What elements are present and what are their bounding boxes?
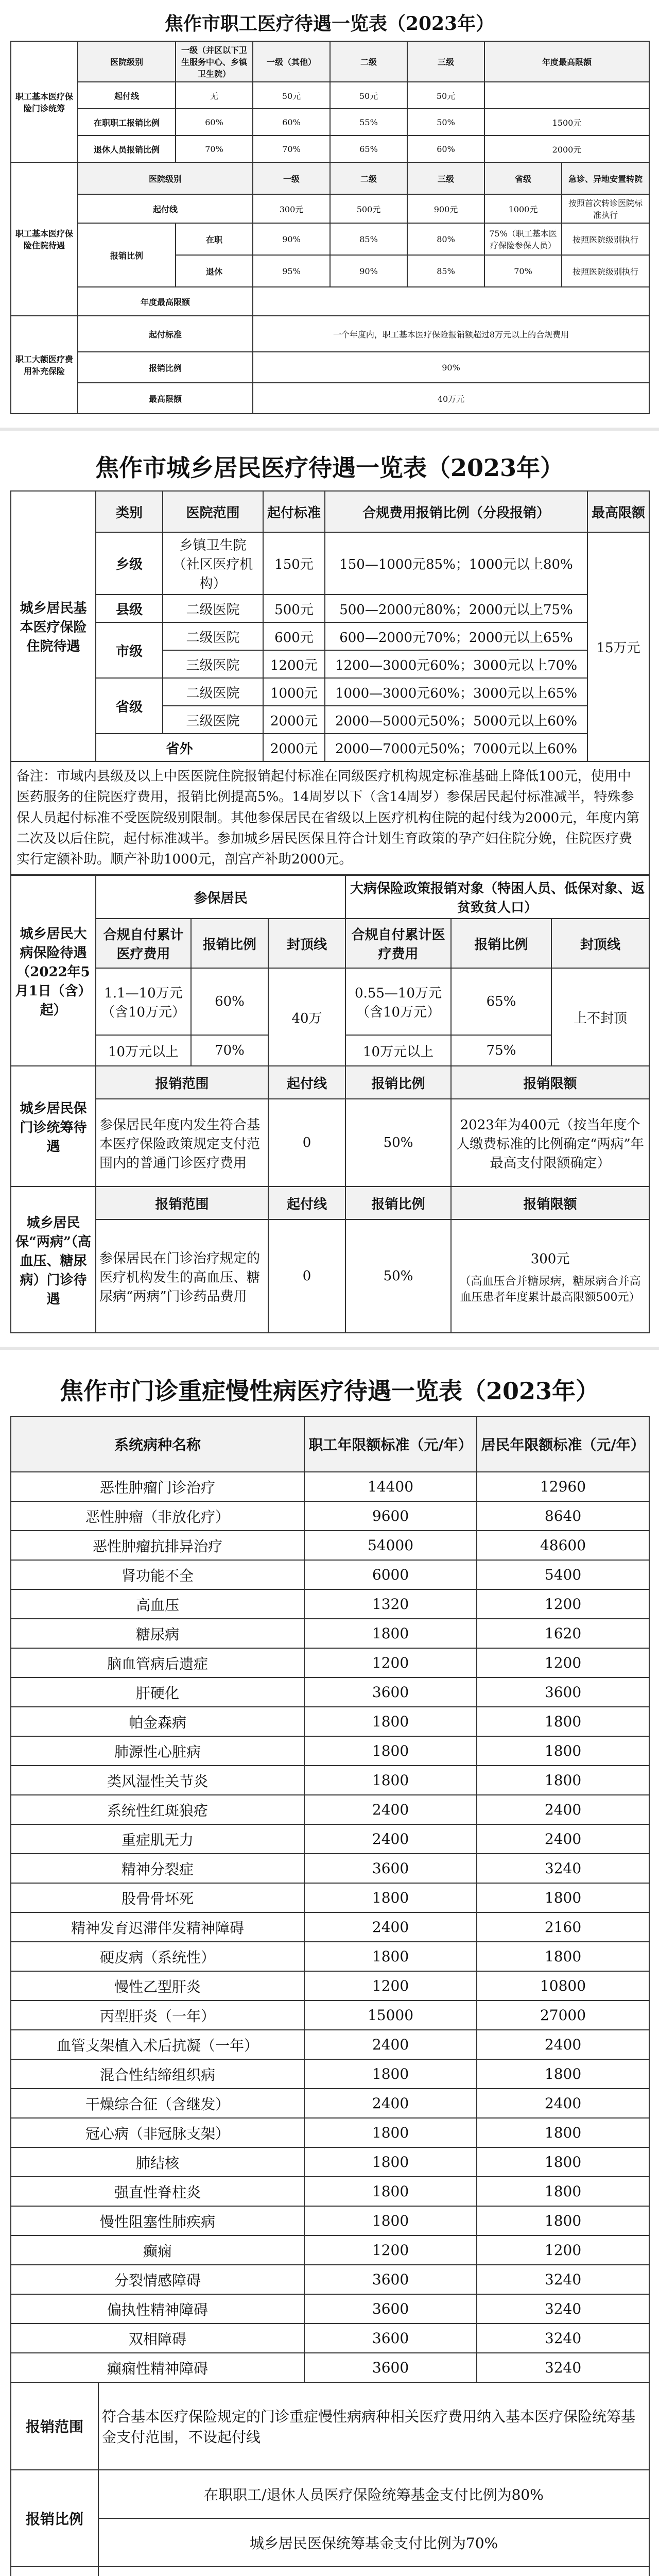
chronic-disease-row <box>11 1736 649 1766</box>
header-annual-limit: 年度最高限额 <box>484 41 649 82</box>
resident-row-ratio: 1200—3000元60%；3000元以上70% <box>325 650 587 678</box>
qifu-l1: 无 <box>176 82 253 109</box>
inpatient-qifu-l4: 1000元 <box>484 194 562 223</box>
chronic-disease-row <box>11 1648 649 1677</box>
inpatient-tuixiu-l3: 85% <box>407 255 484 287</box>
resident-row-type: 市级 <box>96 622 163 678</box>
zaizhi-l1: 60% <box>176 109 253 135</box>
chronic-disease-emp-limit: 14400 <box>304 1472 477 1501</box>
chronic-disease-emp-limit: 54000 <box>304 1531 477 1560</box>
chronic-disease-row <box>11 1824 649 1854</box>
chronic-disease-name: 混合性结缔组织病 <box>11 2059 304 2089</box>
resident-row-qifu: 2000元 <box>263 706 325 734</box>
inpatient-tuixiu-l4: 70% <box>484 255 562 287</box>
outpatient-group-label: 职工基本医疗保险门诊统筹 <box>11 41 78 162</box>
inpatient-ratio-label: 报销比例 <box>78 223 176 287</box>
big-row1-ratio-2: 65% <box>451 968 551 1035</box>
chronic-disease-row <box>11 1531 649 1560</box>
inpatient-header-l2: 二级 <box>330 162 407 194</box>
chronic-disease-name: 系统性红斑狼疮 <box>11 1795 304 1824</box>
chronic-disease-emp-limit: 1800 <box>304 1736 477 1766</box>
chronic-disease-emp-limit: 3600 <box>304 2265 477 2294</box>
resident-row-ratio: 500—2000元80%；2000元以上75% <box>325 595 587 622</box>
chronic-disease-emp-limit: 2400 <box>304 1795 477 1824</box>
resident-header-range: 医院范围 <box>163 491 263 532</box>
chronic-disease-res-limit: 1200 <box>477 1648 649 1677</box>
tuixiu-l3: 65% <box>330 135 407 162</box>
zaizhi-l4: 50% <box>407 109 484 135</box>
chronic-disease-row <box>11 2001 649 2030</box>
chronic-disease-row <box>11 1795 649 1824</box>
resident-header-ratio: 合规费用报销比例（分段报销） <box>325 491 587 532</box>
resident-big-title: 参保居民 <box>96 875 345 919</box>
resident-medical-section <box>0 431 659 1333</box>
tuixiu-limit: 2000元 <box>484 135 649 162</box>
chronic-disease-name: 糖尿病 <box>11 1619 304 1648</box>
big-header-cap: 封顶线 <box>268 919 345 968</box>
big-max-label: 最高限额 <box>78 383 253 414</box>
inpatient-zaizhi-label: 在职 <box>176 223 253 255</box>
big-row1-self: 1.1—10万元（含10万元） <box>96 968 191 1035</box>
chronic-disease-res-limit: 1200 <box>477 1589 649 1619</box>
resident-row-range: 二级医院 <box>163 622 263 650</box>
chronic-disease-emp-limit: 3600 <box>304 2353 477 2382</box>
inpatient-annual-label: 年度最高限额 <box>78 287 253 316</box>
inpatient-tuixiu-label: 退休 <box>176 255 253 287</box>
inpatient-zaizhi-l5: 按照医院级别执行 <box>562 223 649 255</box>
chronic-disease-emp-limit: 2400 <box>304 2089 477 2118</box>
chronic-disease-row <box>11 2177 649 2206</box>
qifu-l2: 50元 <box>253 82 330 109</box>
inpatient-zaizhi-l3: 80% <box>407 223 484 255</box>
inpatient-qifu-l2: 500元 <box>330 194 407 223</box>
resident-row-range: 乡镇卫生院（社区医疗机构） <box>163 532 263 595</box>
tuixiu-l1: 70% <box>176 135 253 162</box>
chronic-disease-name: 恶性肿瘤门诊治疗 <box>11 1472 304 1501</box>
chronic-ratio-label: 报销比例 <box>11 2470 98 2567</box>
big-max-value: 40万元 <box>253 383 649 414</box>
chronic-disease-row <box>11 2147 649 2177</box>
resident-two-group: 城乡居民保“两病”（高血压、糖尿病）门诊待遇 <box>11 1187 96 1333</box>
chronic-disease-res-limit: 3240 <box>477 1854 649 1883</box>
resident-inpatient-note: 备注：市域内县级及以上中医医院住院报销起付标准在同级医疗机构规定标准基础上降低100元，使用中医药服务的住院医疗费用，报销比例提高5%。14周岁以下（含14周岁）参保居民起付标准减半，特殊参保人员起付标准不受医院级别限制。其他参保居民在省级以上医疗机构住院的起付线为2000元，年度内第二次及以后住院，起付标准减半。参加城乡居民医保且符合计划生育政策的孕产妇住院分娩，住院医疗费实行定额补助。顺产补助1000元，剖宫产补助2000元。 <box>11 761 649 874</box>
tuixiu-l4: 60% <box>407 135 484 162</box>
chronic-disease-res-limit: 1800 <box>477 1883 649 1912</box>
chronic-disease-row <box>11 2089 649 2118</box>
resident-row-type: 乡级 <box>96 532 163 595</box>
chronic-disease-name: 冠心病（非冠脉支架） <box>11 2118 304 2147</box>
zaizhi-l3: 55% <box>330 109 407 135</box>
inpatient-header-l4: 省级 <box>484 162 562 194</box>
qifu-limit-empty <box>484 82 649 109</box>
two-limit <box>451 1219 649 1333</box>
header-level-4: 三级 <box>407 41 484 82</box>
op-header-ratio: 报销比例 <box>345 1066 451 1099</box>
two-header-range: 报销范围 <box>96 1187 268 1219</box>
chronic-disease-emp-limit: 3600 <box>304 1677 477 1707</box>
employee-medical-section <box>0 0 659 414</box>
op-ratio: 50% <box>345 1099 451 1187</box>
big-header-self: 合规自付累计医疗费用 <box>96 919 191 968</box>
chronic-disease-name: 慢性阻塞性肺疾病 <box>11 2206 304 2235</box>
chronic-disease-res-limit: 27000 <box>477 2001 649 2030</box>
resident-row-type: 省级 <box>96 678 163 734</box>
resident-row-range: 三级医院 <box>163 650 263 678</box>
resident-row-range: 三级医院 <box>163 706 263 734</box>
resident-header-max: 最高限额 <box>587 491 649 532</box>
inpatient-qifu-l3: 900元 <box>407 194 484 223</box>
inpatient-qifu-l1: 300元 <box>253 194 330 223</box>
chronic-disease-name: 肾功能不全 <box>11 1560 304 1589</box>
header-level-2: 一级（其他） <box>253 41 330 82</box>
chronic-disease-title: 焦作市门诊重症慢性病医疗待遇一览表（2023年） <box>59 1377 600 1405</box>
header-level-3: 二级 <box>330 41 407 82</box>
chronic-disease-name: 精神发育迟滞伴发精神障碍 <box>11 1912 304 1942</box>
chronic-disease-name: 癫痫 <box>11 2235 304 2265</box>
chronic-disease-res-limit: 12960 <box>477 1472 649 1501</box>
resident-row-ratio: 150—1000元85%；1000元以上80% <box>325 532 587 595</box>
big-header-ratio-2: 报销比例 <box>451 919 551 968</box>
chronic-disease-row <box>11 1619 649 1648</box>
chronic-disease-res-limit: 2160 <box>477 1912 649 1942</box>
inpatient-qifu-l5: 按照首次转诊医院标准执行 <box>562 194 649 223</box>
big-qifu-value: 一个年度内，职工基本医疗保险报销额超过8万元以上的合规费用 <box>253 316 649 352</box>
chronic-appraise-label <box>11 2567 98 2576</box>
big-row2-self: 10万元以上 <box>96 1035 191 1066</box>
chronic-disease-emp-limit: 2400 <box>304 1912 477 1942</box>
resident-row-type: 县级 <box>96 595 163 622</box>
inpatient-header-l1: 一级 <box>253 162 330 194</box>
chronic-range-label: 报销范围 <box>11 2382 98 2470</box>
resident-row-ratio: 2000—5000元50%；5000元以上60% <box>325 706 587 734</box>
chronic-disease-name: 肝硬化 <box>11 1677 304 1707</box>
chronic-disease-name: 精神分裂症 <box>11 1854 304 1883</box>
chronic-disease-emp-limit: 1800 <box>304 2059 477 2089</box>
chronic-disease-res-limit: 3240 <box>477 2265 649 2294</box>
chronic-disease-emp-limit: 9600 <box>304 1501 477 1531</box>
chronic-disease-name: 强直性脊柱炎 <box>11 2177 304 2206</box>
op-header-limit: 报销限额 <box>451 1066 649 1099</box>
chronic-disease-res-limit: 1800 <box>477 1942 649 1971</box>
chronic-disease-row <box>11 1971 649 2001</box>
chronic-disease-res-limit: 1800 <box>477 2147 649 2177</box>
chronic-disease-res-limit: 2400 <box>477 2030 649 2059</box>
chronic-disease-row <box>11 1912 649 1942</box>
op-header-qifu: 起付线 <box>268 1066 345 1099</box>
chronic-disease-row <box>11 1472 649 1501</box>
chronic-disease-name: 干燥综合征（含继发） <box>11 2089 304 2118</box>
resident-row-range: 二级医院 <box>163 678 263 706</box>
big-header-cap-2: 封顶线 <box>551 919 649 968</box>
chronic-disease-res-limit: 5400 <box>477 1560 649 1589</box>
chronic-disease-emp-limit: 6000 <box>304 1560 477 1589</box>
inpatient-header-l3: 三级 <box>407 162 484 194</box>
inpatient-qifu-label: 起付线 <box>78 194 253 223</box>
row-qifu-label: 起付线 <box>78 82 176 109</box>
two-limit-amount: 300元 <box>530 1251 570 1267</box>
resident-max-value: 15万元 <box>587 532 649 761</box>
chronic-disease-res-limit: 1800 <box>477 2177 649 2206</box>
chronic-disease-row <box>11 2059 649 2089</box>
chronic-disease-res-limit: 3240 <box>477 2324 649 2353</box>
chronic-disease-emp-limit: 1800 <box>304 2206 477 2235</box>
chronic-header-name: 系统病种名称 <box>11 1416 304 1472</box>
chronic-disease-name: 帕金森病 <box>11 1707 304 1736</box>
resident-row-qifu: 500元 <box>263 595 325 622</box>
chronic-disease-name: 脑血管病后遗症 <box>11 1648 304 1677</box>
resident-row-range: 二级医院 <box>163 595 263 622</box>
inpatient-group-label: 职工基本医疗保险住院待遇 <box>11 162 78 316</box>
resident-row-ratio: 600—2000元70%；2000元以上65% <box>325 622 587 650</box>
resident-row-ratio: 1000—3000元60%；3000元以上65% <box>325 678 587 706</box>
inpatient-header-l5: 急诊、异地安置转院 <box>562 162 649 194</box>
chronic-disease-emp-limit: 1200 <box>304 1648 477 1677</box>
op-header-range: 报销范围 <box>96 1066 268 1099</box>
chronic-disease-row <box>11 1677 649 1707</box>
qifu-l4: 50元 <box>407 82 484 109</box>
chronic-disease-res-limit: 8640 <box>477 1501 649 1531</box>
resident-inpatient-table <box>10 490 650 875</box>
chronic-disease-emp-limit: 1200 <box>304 1971 477 2001</box>
inpatient-tuixiu-l1: 95% <box>253 255 330 287</box>
inpatient-tuixiu-l2: 90% <box>330 255 407 287</box>
two-header-qifu: 起付线 <box>268 1187 345 1219</box>
row-tuixiu-label: 退休人员报销比例 <box>78 135 176 162</box>
two-range: 参保居民在门诊治疗规定的医疗机构发生的高血压、糖尿病“两病”门诊药品费用 <box>96 1219 268 1333</box>
chronic-appraise-value <box>98 2567 649 2576</box>
chronic-disease-emp-limit: 1800 <box>304 1942 477 1971</box>
chronic-disease-name: 恶性肿瘤（非放化疗） <box>11 1501 304 1531</box>
tuixiu-l2: 70% <box>253 135 330 162</box>
chronic-disease-name: 双相障碍 <box>11 2324 304 2353</box>
two-ratio: 50% <box>345 1219 451 1333</box>
resident-op-group: 城乡居民保门诊统筹待遇 <box>11 1066 96 1187</box>
zaizhi-limit: 1500元 <box>484 109 649 135</box>
chronic-disease-res-limit: 3240 <box>477 2353 649 2382</box>
chronic-disease-name: 高血压 <box>11 1589 304 1619</box>
chronic-disease-row <box>11 2206 649 2235</box>
chronic-disease-emp-limit: 3600 <box>304 2294 477 2324</box>
two-qifu: 0 <box>268 1219 345 1333</box>
resident-header-type: 类别 <box>96 491 163 532</box>
chronic-disease-table <box>10 1416 650 2576</box>
chronic-disease-row <box>11 2265 649 2294</box>
big-ratio-value: 90% <box>253 352 649 383</box>
chronic-disease-name: 肺源性心脏病 <box>11 1736 304 1766</box>
big-ratio-label: 报销比例 <box>78 352 253 383</box>
chronic-disease-emp-limit: 1800 <box>304 1883 477 1912</box>
big-cap-value-2: 上不封顶 <box>551 968 649 1066</box>
chronic-disease-res-limit: 1800 <box>477 2206 649 2235</box>
chronic-disease-emp-limit: 1800 <box>304 1707 477 1736</box>
big-cap-value: 40万 <box>268 968 345 1066</box>
chronic-disease-name: 肺结核 <box>11 2147 304 2177</box>
big-qifu-label: 起付标准 <box>78 316 253 352</box>
employee-medical-title: 焦作市职工医疗待遇一览表（2023年） <box>164 13 495 35</box>
chronic-disease-res-limit: 10800 <box>477 1971 649 2001</box>
chronic-disease-row <box>11 1854 649 1883</box>
chronic-disease-emp-limit: 1800 <box>304 1619 477 1648</box>
chronic-disease-name: 偏执性精神障碍 <box>11 2294 304 2324</box>
two-header-limit: 报销限额 <box>451 1187 649 1219</box>
resident-row-type: 省外 <box>96 734 263 761</box>
chronic-disease-res-limit: 2400 <box>477 1824 649 1854</box>
chronic-disease-section <box>0 1350 659 2576</box>
chronic-disease-row <box>11 1501 649 1531</box>
chronic-disease-name: 癫痫性精神障碍 <box>11 2353 304 2382</box>
inpatient-header-level: 医院级别 <box>78 162 253 194</box>
chronic-disease-emp-limit: 2400 <box>304 2030 477 2059</box>
qifu-l3: 50元 <box>330 82 407 109</box>
resident-row-qifu: 600元 <box>263 622 325 650</box>
big-header-self-2: 合规自付累计医疗费用 <box>345 919 451 968</box>
chronic-rows <box>11 1472 649 2382</box>
op-qifu: 0 <box>268 1099 345 1187</box>
resident-row-qifu: 2000元 <box>263 734 325 761</box>
inpatient-zaizhi-l1: 90% <box>253 223 330 255</box>
chronic-ratio-res: 城乡居民医保统筹基金支付比例为70% <box>98 2518 649 2567</box>
chronic-disease-res-limit: 2400 <box>477 2089 649 2118</box>
resident-big-group: 城乡居民大病保险待遇（2022年5月1日（含）起） <box>11 875 96 1066</box>
chronic-disease-res-limit: 3240 <box>477 2294 649 2324</box>
chronic-disease-res-limit: 3600 <box>477 1677 649 1707</box>
chronic-disease-res-limit: 1620 <box>477 1619 649 1648</box>
chronic-disease-name: 类风湿性关节炎 <box>11 1766 304 1795</box>
inpatient-zaizhi-l2: 85% <box>330 223 407 255</box>
chronic-header-res: 居民年限额标准（元/年） <box>477 1416 649 1472</box>
chronic-range-value: 符合基本医疗保险规定的门诊重症慢性病病种相关医疗费用纳入基本医疗保险统筹基金支付范围，不设起付线 <box>98 2382 649 2470</box>
chronic-disease-res-limit: 1800 <box>477 1707 649 1736</box>
big-row1-ratio: 60% <box>191 968 268 1035</box>
resident-row-qifu: 1000元 <box>263 678 325 706</box>
resident-row-ratio: 2000—7000元50%；7000元以上60% <box>325 734 587 761</box>
header-level-1: 一级（并区以下卫生服务中心、乡镇卫生院） <box>176 41 253 82</box>
two-limit-note: （高血压合并糖尿病，糖尿病合并高血压患者年度累计最高限额500元） <box>459 1275 641 1304</box>
chronic-disease-emp-limit: 1800 <box>304 2118 477 2147</box>
op-limit: 2023年为400元（按当年度个人缴费标准的比例确定“两病”年最高支付限额确定） <box>451 1099 649 1187</box>
big-row2-self-2: 10万元以上 <box>345 1035 451 1066</box>
chronic-disease-emp-limit: 1800 <box>304 2147 477 2177</box>
employee-medical-table <box>10 41 650 414</box>
chronic-disease-name: 股骨骨坏死 <box>11 1883 304 1912</box>
chronic-disease-res-limit: 1800 <box>477 2118 649 2147</box>
inpatient-tuixiu-l5: 按照医院级别执行 <box>562 255 649 287</box>
zaizhi-l2: 60% <box>253 109 330 135</box>
chronic-disease-row <box>11 1883 649 1912</box>
chronic-disease-name: 恶性肿瘤抗排异治疗 <box>11 1531 304 1560</box>
big-row2-ratio: 70% <box>191 1035 268 1066</box>
chronic-disease-row <box>11 1589 649 1619</box>
chronic-disease-row <box>11 2235 649 2265</box>
chronic-disease-res-limit: 48600 <box>477 1531 649 1560</box>
inpatient-annual-empty <box>253 287 649 316</box>
resident-header-qifu: 起付标准 <box>263 491 325 532</box>
chronic-disease-emp-limit: 1200 <box>304 2235 477 2265</box>
row-zaizhi-label: 在职职工报销比例 <box>78 109 176 135</box>
resident-medical-title: 焦作市城乡居民医疗待遇一览表（2023年） <box>95 454 564 482</box>
chronic-disease-name: 血管支架植入术后抗凝（一年） <box>11 2030 304 2059</box>
chronic-disease-name: 慢性乙型肝炎 <box>11 1971 304 2001</box>
chronic-disease-emp-limit: 2400 <box>304 1824 477 1854</box>
inpatient-zaizhi-l4: 75%（职工基本医疗保险参保人员） <box>484 223 562 255</box>
resident-inpatient-group: 城乡居民基本医疗保险住院待遇 <box>11 491 96 761</box>
big-insurance-group-label: 职工大额医疗费用补充保险 <box>11 316 78 414</box>
chronic-disease-row <box>11 2294 649 2324</box>
chronic-disease-row <box>11 2353 649 2382</box>
chronic-disease-name: 硬皮病（系统性） <box>11 1942 304 1971</box>
chronic-ratio-emp: 在职职工/退休人员医疗保险统筹基金支付比例为80% <box>98 2470 649 2518</box>
chronic-disease-res-limit: 1800 <box>477 1736 649 1766</box>
chronic-disease-emp-limit: 1320 <box>304 1589 477 1619</box>
chronic-disease-name: 丙型肝炎（一年） <box>11 2001 304 2030</box>
chronic-disease-res-limit: 1800 <box>477 1766 649 1795</box>
big-row1-self-2: 0.55—10万元（含10万元） <box>345 968 451 1035</box>
chronic-disease-emp-limit: 3600 <box>304 1854 477 1883</box>
chronic-disease-row <box>11 2030 649 2059</box>
resident-big-table <box>10 875 650 1333</box>
chronic-disease-row <box>11 1707 649 1736</box>
chronic-disease-res-limit: 2400 <box>477 1795 649 1824</box>
chronic-disease-res-limit: 1800 <box>477 2059 649 2089</box>
chronic-disease-emp-limit: 3600 <box>304 2324 477 2353</box>
chronic-disease-emp-limit: 1800 <box>304 2177 477 2206</box>
chronic-header-emp: 职工年限额标准（元/年） <box>304 1416 477 1472</box>
chronic-disease-emp-limit: 15000 <box>304 2001 477 2030</box>
chronic-disease-name: 重症肌无力 <box>11 1824 304 1854</box>
chronic-disease-res-limit: 1200 <box>477 2235 649 2265</box>
chronic-disease-emp-limit: 1800 <box>304 1766 477 1795</box>
resident-big-title-2: 大病保险政策报销对象（特困人员、低保对象、返贫致贫人口） <box>345 875 649 919</box>
chronic-disease-row <box>11 2324 649 2353</box>
resident-row-qifu: 150元 <box>263 532 325 595</box>
op-range: 参保居民年度内发生符合基本医疗保险政策规定支付范围内的普通门诊医疗费用 <box>96 1099 268 1187</box>
chronic-disease-row <box>11 1942 649 1971</box>
chronic-disease-row <box>11 1560 649 1589</box>
chronic-disease-name: 分裂情感障碍 <box>11 2265 304 2294</box>
big-header-ratio: 报销比例 <box>191 919 268 968</box>
header-level: 医院级别 <box>78 41 176 82</box>
big-row2-ratio-2: 75% <box>451 1035 551 1066</box>
chronic-disease-row <box>11 2118 649 2147</box>
chronic-disease-row <box>11 1766 649 1795</box>
two-header-ratio: 报销比例 <box>345 1187 451 1219</box>
resident-row-qifu: 1200元 <box>263 650 325 678</box>
